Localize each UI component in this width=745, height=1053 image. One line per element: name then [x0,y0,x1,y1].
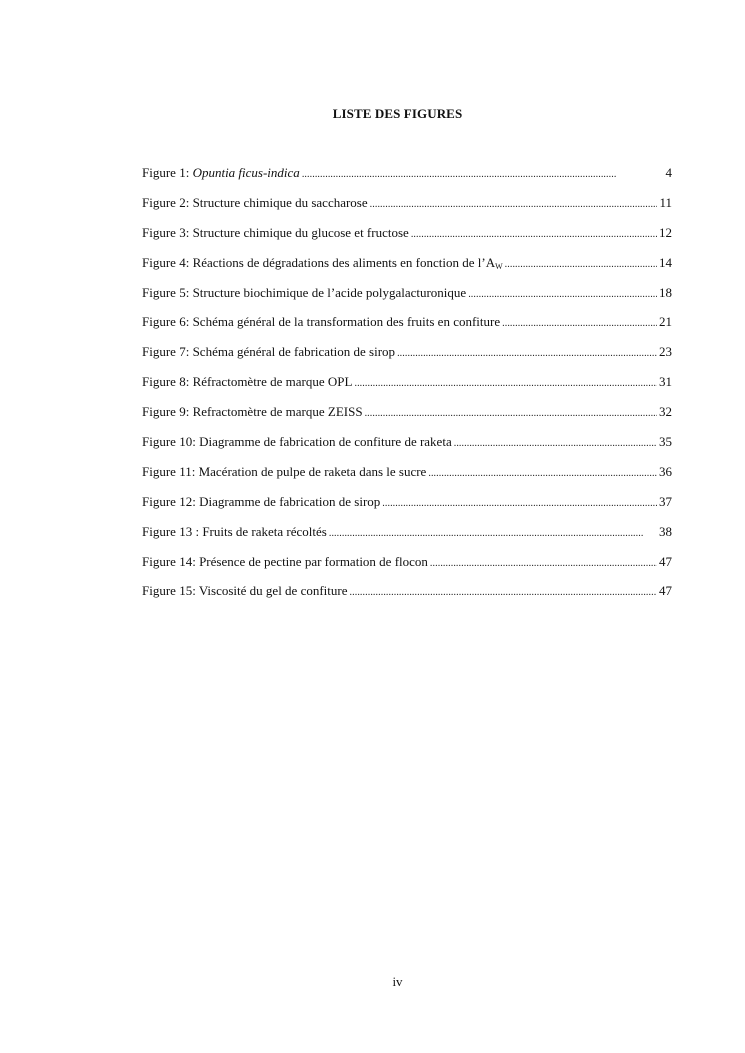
dot-leader [397,342,657,364]
figure-entry[interactable] [142,342,672,372]
figure-entry-title: Macération de pulpe de raketa dans le sucre [198,463,427,479]
dot-leader [382,492,657,514]
figure-entry-number: Figure 10: [142,434,200,450]
figure-entry-page: 32 [659,404,672,420]
dot-leader [505,253,657,275]
dot-leader [302,163,664,185]
figure-entry-number: Figure 6: [142,314,193,330]
figure-entry[interactable] [142,462,672,492]
figure-entry-number: Figure 11: [142,463,199,479]
figure-entry-italic-title: Opuntia ficus-indica [192,165,300,180]
figure-entry-label [142,492,380,512]
figure-entry-label [142,312,500,332]
dot-leader [428,462,657,484]
figure-entry-page: 35 [659,434,672,450]
figure-entry[interactable] [142,432,672,462]
dot-leader [350,581,657,603]
figure-entry-label [142,253,503,275]
page-number: iv [392,974,403,989]
figure-entry-page: 31 [659,374,672,390]
figure-entry-page: 38 [659,523,672,539]
figure-entry-title: Diagramme de fabrication de confiture de raketa [199,434,452,450]
figure-entry-number: Figure 4: [142,254,193,270]
figure-entry-number: Figure 9: [142,404,193,420]
figure-entry-title: Viscosité du gel de confiture [198,583,348,599]
figure-entry-number: Figure 5: [142,284,193,300]
figure-entry-title: Structure chimique du saccharose [192,194,368,210]
figure-entry[interactable] [142,253,672,283]
figure-entry-number: Figure 14: [142,553,200,569]
figure-entry-title: Réactions de dégradations des aliments en fonction de l’A [192,254,496,270]
figure-entry-page: 14 [659,254,672,270]
figure-entry-title: Présence de pectine par formation de flocon [199,553,428,569]
figure-entry-page: 21 [659,314,672,330]
figure-entry-page: 4 [665,165,672,180]
figure-entry-number: Figure 7: [142,344,193,360]
figure-entry-label [142,552,428,572]
dot-leader [370,193,658,215]
figure-entry-label [142,283,466,303]
page-title: LISTE DES FIGURES [332,106,463,121]
figure-entry[interactable] [142,223,672,253]
figure-entry-page: 11 [659,194,672,210]
figure-entry-page: 37 [659,493,672,509]
figure-entry-number: Figure 2: [142,194,193,210]
figure-entry-number: Figure 12: [142,493,200,509]
figure-entry-label [142,223,409,243]
figure-entry-title: Structure chimique du glucose et fructose [192,224,409,240]
figure-entry[interactable] [142,283,672,313]
figure-entry-page: 23 [659,344,672,360]
figure-entry[interactable] [142,312,672,342]
figure-entry-title: Diagramme de fabrication de sirop [199,493,381,509]
figure-entry-page: 18 [659,284,672,300]
dot-leader [354,372,657,394]
figure-entry-page: 12 [659,224,672,240]
dot-leader [365,402,657,424]
figure-list [142,163,672,611]
figure-entry-page: 47 [659,553,672,569]
figure-entry[interactable] [142,492,672,522]
figure-entry-number: Figure 3: [142,224,193,240]
figure-entry-label [142,193,368,213]
figure-entry[interactable] [142,163,672,193]
dot-leader [502,312,657,334]
figure-entry-title: Refractomètre de marque ZEISS [192,404,363,420]
figure-entry[interactable] [142,402,672,432]
figure-entry-label [142,342,395,362]
figure-entry-page: 36 [659,463,672,479]
figure-entry-title: Fruits de raketa récoltés [202,523,327,539]
figure-entry-label [142,462,426,482]
figure-entry-label [142,372,352,392]
figure-entry-subscript: W [495,261,503,271]
figure-entry[interactable] [142,581,672,611]
figure-entry[interactable] [142,372,672,402]
figure-entry-title: Structure biochimique de l’acide polygalacturonique [192,284,467,300]
figure-entry-label [142,581,348,601]
figure-entry-number: Figure 1: [142,165,193,180]
figure-entry-label [142,432,452,452]
figure-entry-label [142,163,300,183]
dot-leader [468,283,657,305]
figure-entry-title: Schéma général de la transformation des fruits en confiture [192,314,501,330]
figure-entry-label [142,522,327,542]
figure-entry-label [142,402,363,422]
dot-leader [329,522,657,544]
figure-entry-number: Figure 8: [142,374,193,390]
figure-entry-title: Réfractomètre de marque OPL [192,374,353,390]
figure-entry-title: Schéma général de fabrication de sirop [192,344,396,360]
figure-entry[interactable] [142,552,672,582]
dot-leader [454,432,657,454]
dot-leader [430,552,657,574]
figure-entry-number: Figure 15: [142,583,199,599]
figure-entry[interactable] [142,522,672,552]
figure-entry-page: 47 [659,583,672,599]
figure-entry-number: Figure 13 : [142,523,203,539]
figure-entry[interactable] [142,193,672,223]
dot-leader [411,223,657,245]
